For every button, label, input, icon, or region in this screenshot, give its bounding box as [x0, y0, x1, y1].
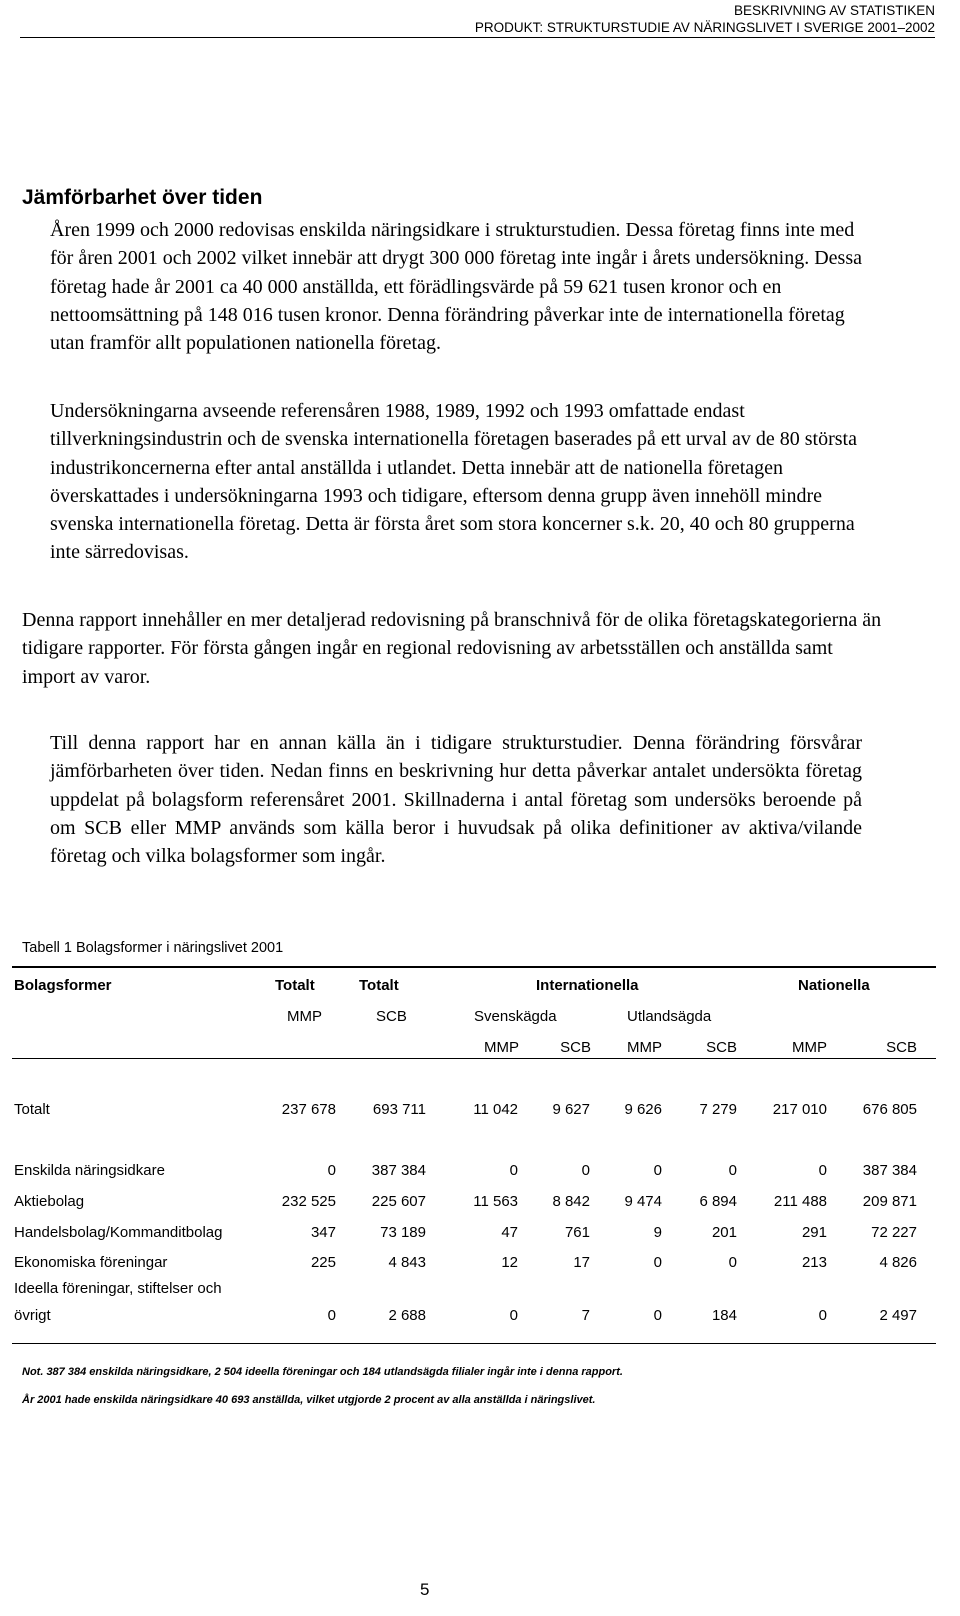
cell-utlandsagda-scb: 201	[711, 1224, 737, 1241]
cell-nationella-scb: 209 871	[862, 1193, 917, 1210]
header-nationella-scb: SCB	[886, 1039, 917, 1056]
cell-svenskagda-scb: 8 842	[552, 1193, 590, 1210]
cell-svenskagda-scb: 7	[581, 1307, 590, 1324]
table-note: Not. 387 384 enskilda näringsidkare, 2 504 ideella föreningar och 184 utlandsägda filialer ingår inte i denna rapport.	[22, 1366, 623, 1378]
row-label: Handelsbolag/Kommanditbolag	[14, 1224, 223, 1241]
cell-totalt-scb: 225 607	[371, 1193, 426, 1210]
row-label: Enskilda näringsidkare	[14, 1162, 165, 1179]
header-nationella-mmp: MMP	[792, 1039, 827, 1056]
header-mmp: MMP	[287, 1008, 322, 1025]
cell-totalt-mmp: 232 525	[281, 1193, 336, 1210]
paragraph-3: Denna rapport innehåller en mer detaljerad redovisning på branschnivå för de olika företagskategorierna än tidigare rapporter. För första gången ingår en regional redovisning av arbetsställen och anställda samt import av varor.	[22, 609, 882, 688]
cell-utlandsagda-mmp: 9 474	[624, 1193, 662, 1210]
cell-utlandsagda-mmp: 9	[653, 1224, 662, 1241]
header-divider	[20, 37, 935, 38]
running-header-line1: BESKRIVNING AV STATISTIKEN	[733, 3, 935, 18]
cell-nationella-scb: 72 227	[871, 1224, 917, 1241]
table-top-rule	[12, 966, 936, 968]
paragraph-2: Undersökningarna avseende referensåren 1988, 1989, 1992 och 1993 omfattade endast tillverkningsindustrin och de svenska internationella företagen baserades på ett urval av de 80 största industrikoncernerna efter antal anställda i utlandet. Detta innebär att de nationella företagen överskattades i undersökningarna 1993 och tidigare, eftersom denna grupp även innehöll mindre svenska internationella företag. Detta är första året som stora koncerner s.k. 20, 40 och 80 grupperna inte särredovisas.	[50, 400, 857, 564]
cell-svenskagda-scb: 9 627	[552, 1101, 590, 1118]
cell-utlandsagda-mmp: 0	[653, 1307, 662, 1324]
paragraph-1: Åren 1999 och 2000 redovisas enskilda näringsidkare i strukturstudien. Dessa företag finns inte med för åren 2001 och 2002 vilket innebär att drygt 300 000 företag inte ingår i årets undersökning. Dessa företag hade år 2001 ca 40 000 anställda, ett förädlingsvärde på 59 621 tusen kronor och en nettoomsättning på 148 016 tusen kronor. Denna förändring påverkar inte de internationella företag utan framför allt populationen nationella företag.	[50, 219, 863, 355]
header-utlandsagda-mmp: MMP	[627, 1039, 662, 1056]
header-internationella: Internationella	[536, 977, 639, 994]
running-header-line2: PRODUKT: STRUKTURSTUDIE AV NÄRINGSLIVET I SVERIGE 2001–2002	[474, 20, 935, 35]
row-label: Ekonomiska föreningar	[14, 1254, 168, 1271]
cell-svenskagda-mmp: 47	[501, 1224, 518, 1241]
cell-nationella-mmp: 213	[801, 1254, 827, 1271]
page-number: 5	[420, 1580, 430, 1599]
cell-totalt-mmp: 0	[327, 1162, 336, 1179]
header-utlandsagda-scb: SCB	[706, 1039, 737, 1056]
cell-nationella-scb: 676 805	[862, 1101, 917, 1118]
cell-utlandsagda-mmp: 0	[653, 1254, 662, 1271]
row-label-line2: övrigt	[14, 1307, 51, 1324]
cell-totalt-scb: 4 843	[388, 1254, 426, 1271]
running-header	[0, 2, 960, 36]
cell-totalt-mmp: 237 678	[281, 1101, 336, 1118]
header-nationella: Nationella	[798, 977, 870, 994]
cell-svenskagda-mmp: 11 563	[473, 1193, 518, 1210]
row-label: Totalt	[14, 1101, 50, 1118]
cell-nationella-scb: 4 826	[879, 1254, 917, 1271]
header-totalt-mmp: Totalt	[275, 977, 315, 994]
cell-svenskagda-scb: 0	[581, 1162, 590, 1179]
row-label-line1: Ideella föreningar, stiftelser och	[14, 1280, 222, 1297]
header-scb: SCB	[376, 1008, 407, 1025]
table-caption: Tabell 1 Bolagsformer i näringslivet 2001	[22, 940, 284, 956]
cell-totalt-mmp: 225	[310, 1254, 336, 1271]
paragraph-4: Till denna rapport har en annan källa än i tidigare strukturstudier. Denna förändring försvårar jämförbarheten över tiden. Nedan finns en beskrivning hur detta påverkar antalet undersökta företag uppdelat på bolagsform referensåret 2001. Skillnaderna i antal företag som undersöks beroende på om SCB eller MMP används som källa beror i huvudsak på olika definitioner av aktiva/vilande företag och vilka bolagsformer som ingår.	[50, 732, 862, 868]
header-svenskagda-scb: SCB	[560, 1039, 591, 1056]
table-bottom-rule	[12, 1343, 936, 1344]
cell-nationella-mmp: 291	[801, 1224, 827, 1241]
cell-nationella-mmp: 0	[818, 1307, 827, 1324]
cell-utlandsagda-scb: 184	[711, 1307, 737, 1324]
cell-svenskagda-mmp: 0	[509, 1307, 518, 1324]
header-svenskagda-mmp: MMP	[484, 1039, 519, 1056]
header-bolagsformer: Bolagsformer	[14, 977, 112, 994]
row-label: Aktiebolag	[14, 1193, 85, 1210]
cell-svenskagda-mmp: 11 042	[473, 1101, 518, 1118]
table-note-employees: År 2001 hade enskilda näringsidkare 40 693 anställda, vilket utgjorde 2 procent av alla anställda i näringslivet.	[22, 1394, 596, 1406]
cell-utlandsagda-scb: 0	[728, 1162, 737, 1179]
cell-svenskagda-mmp: 12	[501, 1254, 518, 1271]
cell-totalt-mmp: 347	[310, 1224, 336, 1241]
cell-totalt-scb: 693 711	[372, 1101, 426, 1118]
cell-svenskagda-scb: 17	[573, 1254, 590, 1271]
header-totalt-scb: Totalt	[359, 977, 399, 994]
cell-utlandsagda-scb: 6 894	[699, 1193, 737, 1210]
cell-utlandsagda-mmp: 0	[653, 1162, 662, 1179]
table-header-rule	[12, 1058, 936, 1059]
cell-nationella-scb: 387 384	[862, 1162, 917, 1179]
cell-svenskagda-scb: 761	[564, 1224, 590, 1241]
cell-totalt-mmp: 0	[327, 1307, 336, 1324]
cell-nationella-mmp: 0	[818, 1162, 827, 1179]
header-svenskagda: Svenskägda	[474, 1008, 557, 1025]
cell-nationella-mmp: 217 010	[772, 1101, 827, 1118]
cell-totalt-scb: 387 384	[371, 1162, 426, 1179]
cell-utlandsagda-scb: 7 279	[699, 1101, 737, 1118]
cell-nationella-scb: 2 497	[879, 1307, 917, 1324]
section-title: Jämförbarhet över tiden	[22, 186, 263, 209]
cell-svenskagda-mmp: 0	[509, 1162, 518, 1179]
cell-utlandsagda-scb: 0	[728, 1254, 737, 1271]
header-utlandsagda: Utlandsägda	[627, 1008, 712, 1025]
cell-totalt-scb: 73 189	[380, 1224, 426, 1241]
cell-totalt-scb: 2 688	[388, 1307, 426, 1324]
cell-nationella-mmp: 211 488	[773, 1193, 827, 1210]
cell-utlandsagda-mmp: 9 626	[624, 1101, 662, 1118]
